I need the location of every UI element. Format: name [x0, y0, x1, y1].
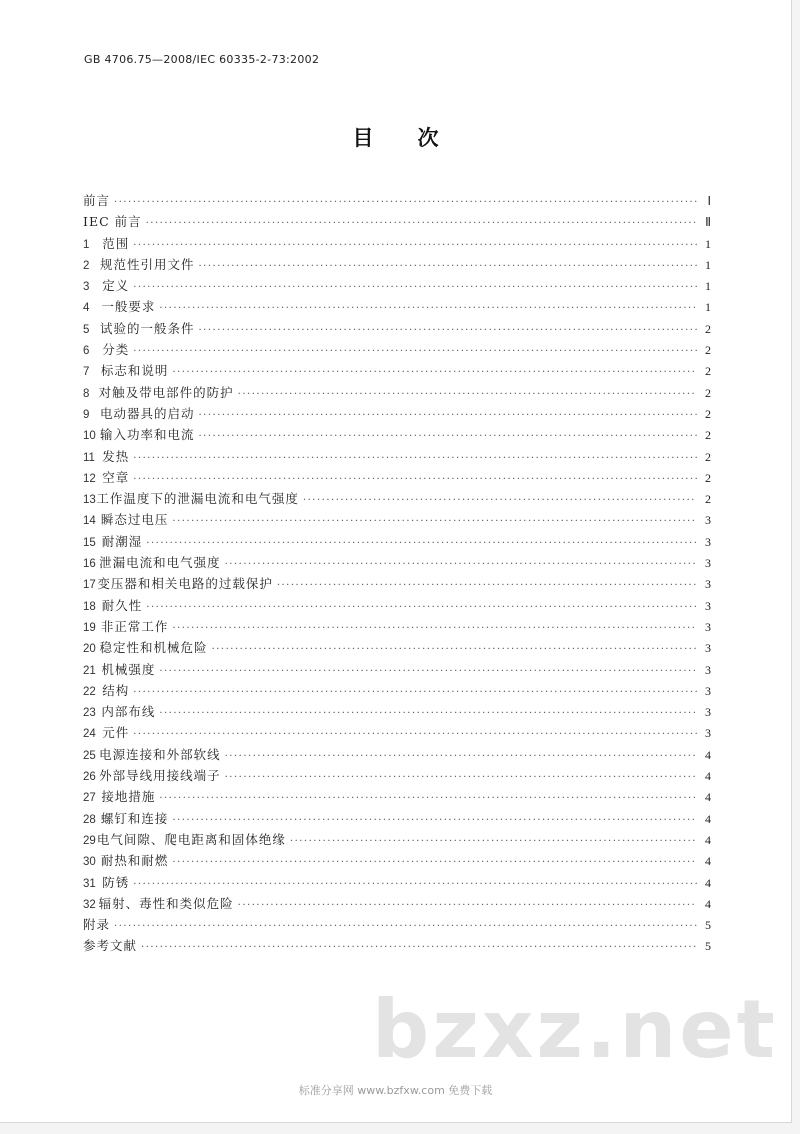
toc-entry[interactable] — [83, 914, 711, 935]
toc-leader-dots — [172, 511, 697, 530]
toc-leader-dots — [199, 320, 698, 339]
toc-leader-dots — [146, 533, 697, 552]
toc-leader-dots — [212, 639, 697, 658]
toc-entry-title: 耐久性 — [101, 597, 143, 613]
toc-entry-title: 泄漏电流和电气强度 — [99, 555, 221, 571]
toc-entry[interactable] — [83, 531, 711, 552]
toc-leader-dots — [141, 937, 697, 956]
toc-leader-dots — [133, 724, 697, 743]
toc-entry-number: 24 — [83, 728, 96, 741]
toc-entry-number: 26 — [83, 771, 96, 784]
toc-entry-page: 2 — [705, 343, 711, 358]
toc-entry-number: 20 — [83, 643, 96, 656]
toc-entry-title: 变压器和相关电路的过载保护 — [97, 576, 273, 592]
toc-entry-page: 4 — [705, 811, 711, 826]
toc-entry-page: 4 — [705, 747, 711, 762]
toc-entry[interactable] — [83, 637, 711, 658]
toc-entry[interactable] — [83, 424, 711, 445]
standard-code-header: GB 4706.75—2008/IEC 60335-2-73:2002 — [84, 53, 320, 66]
toc-entry-page: 3 — [705, 534, 711, 549]
toc-entry[interactable] — [83, 722, 711, 743]
toc-entry-title: 附录 — [83, 917, 111, 933]
toc-entry[interactable] — [83, 701, 711, 722]
toc-entry[interactable] — [83, 552, 711, 573]
toc-entry-number: 25 — [83, 749, 96, 762]
toc-leader-dots — [172, 810, 697, 829]
toc-entry-page: 2 — [705, 385, 711, 400]
toc-leader-dots — [290, 831, 697, 850]
toc-entry-page: 1 — [705, 257, 711, 272]
toc-entry-title: 稳定性和机械危险 — [99, 640, 208, 656]
toc-entry[interactable] — [83, 190, 711, 211]
toc-leader-dots — [133, 874, 697, 893]
toc-entry-number: 28 — [83, 813, 96, 826]
toc-entry-page: 2 — [705, 492, 711, 507]
toc-entry[interactable] — [83, 893, 711, 914]
toc-entry-number: 30 — [83, 856, 96, 869]
toc-entry-page: 3 — [705, 726, 711, 741]
toc-leader-dots — [159, 298, 697, 317]
toc-entry-number: 32 — [83, 898, 96, 911]
toc-entry-title: 输入功率和电流 — [99, 427, 195, 443]
toc-entry-title: 耐潮湿 — [101, 533, 143, 549]
toc-entry[interactable] — [83, 616, 711, 637]
toc-leader-dots — [225, 746, 697, 765]
toc-entry-page: 3 — [705, 641, 711, 656]
toc-entry-page: 3 — [705, 619, 711, 634]
toc-entry[interactable] — [83, 935, 711, 956]
toc-entry-title: 范围 — [102, 235, 130, 251]
toc-entry-number: 22 — [83, 685, 96, 698]
toc-leader-dots — [114, 916, 697, 935]
toc-entry-title: 一般要求 — [101, 299, 156, 315]
toc-entry-page: 4 — [705, 790, 711, 805]
toc-entry-title: 非正常工作 — [100, 618, 169, 634]
toc-entry-title: 螺钉和连接 — [100, 810, 169, 826]
toc-entry-title: 瞬态过电压 — [100, 512, 169, 528]
toc-entry[interactable] — [83, 296, 711, 317]
toc-leader-dots — [159, 661, 697, 680]
toc-leader-dots — [199, 256, 698, 275]
toc-entry-title: 元件 — [102, 725, 130, 741]
toc-entry-title: 内部布线 — [101, 704, 156, 720]
toc-entry-title: 外部导线用接线端子 — [99, 768, 221, 784]
toc-entry-title: 电源连接和外部软线 — [99, 746, 221, 762]
toc-entry-number: 15 — [83, 536, 96, 549]
toc-entry-page: 4 — [705, 854, 711, 869]
watermark-logo: bzxz.net — [372, 983, 778, 1076]
toc-entry-number: 19 — [83, 621, 96, 634]
toc-entry-number: 10 — [83, 430, 96, 443]
toc-entry[interactable] — [83, 786, 711, 807]
toc-entry[interactable] — [83, 233, 711, 254]
toc-leader-dots — [199, 426, 698, 445]
page-title: 目次 — [352, 126, 483, 150]
toc-leader-dots — [133, 469, 697, 488]
toc-entry-page: 2 — [705, 321, 711, 336]
toc-entry[interactable] — [83, 595, 711, 616]
toc-entry-number: 4 — [83, 302, 90, 315]
toc-entry[interactable] — [83, 765, 711, 786]
toc-entry[interactable] — [83, 744, 711, 765]
toc-entry-page: 4 — [705, 769, 711, 784]
toc-entry-page: Ⅱ — [705, 215, 711, 230]
toc-entry[interactable] — [83, 659, 711, 680]
toc-leader-dots — [225, 767, 697, 786]
toc-entry-number: 3 — [83, 281, 90, 294]
toc-entry-page: 3 — [705, 556, 711, 571]
toc-entry[interactable] — [83, 573, 711, 594]
toc-entry-page: 2 — [705, 364, 711, 379]
toc-entry-title: 辐射、毒性和类似危险 — [98, 895, 234, 911]
toc-entry-page: 3 — [705, 513, 711, 528]
toc-entry[interactable] — [83, 829, 711, 850]
toc-leader-dots — [146, 597, 697, 616]
toc-entry-page: 4 — [705, 896, 711, 911]
toc-entry[interactable] — [83, 275, 711, 296]
toc-entry-title: 防锈 — [102, 874, 130, 890]
toc-entry-number: 21 — [83, 664, 96, 677]
toc-leader-dots — [172, 852, 697, 871]
toc-entry-number: 17 — [83, 579, 96, 592]
toc-entry-number: 6 — [83, 345, 90, 358]
toc-entry-page: 1 — [705, 236, 711, 251]
toc-leader-dots — [114, 192, 697, 211]
toc-entry-page: 2 — [705, 428, 711, 443]
toc-entry-title: 结构 — [102, 682, 130, 698]
toc-entry-title: 分类 — [102, 342, 130, 358]
toc-entry-title: 标志和说明 — [100, 363, 169, 379]
toc-entry-page: 2 — [705, 470, 711, 485]
footer-text: 标准分享网 www.bzfxw.com 免费下载 — [298, 1084, 493, 1097]
toc-entry[interactable] — [83, 872, 711, 893]
toc-entry[interactable] — [83, 446, 711, 467]
toc-leader-dots — [172, 618, 697, 637]
toc-entry-page: 1 — [705, 300, 711, 315]
toc-leader-dots — [159, 788, 697, 807]
toc-entry-number: 8 — [83, 387, 90, 400]
toc-entry-number: 29 — [83, 834, 96, 847]
toc-entry-page: 3 — [705, 662, 711, 677]
toc-entry[interactable] — [83, 318, 711, 339]
toc-entry-title: 发热 — [102, 448, 130, 464]
toc-entry-page: 4 — [705, 875, 711, 890]
toc-entry[interactable] — [83, 467, 711, 488]
toc-entry-number: 13 — [83, 494, 96, 507]
toc-entry-number: 12 — [83, 472, 96, 485]
toc-leader-dots — [159, 703, 697, 722]
toc-entry[interactable] — [83, 808, 711, 829]
toc-entry-number: 11 — [83, 451, 95, 464]
toc-entry-page: 3 — [705, 598, 711, 613]
toc-leader-dots — [133, 277, 697, 296]
toc-entry[interactable] — [83, 488, 711, 509]
toc-entry-page: 2 — [705, 449, 711, 464]
toc-leader-dots — [277, 575, 697, 594]
toc-entry-number: 16 — [83, 558, 96, 571]
toc-entry-page: 5 — [705, 918, 711, 933]
toc-entry-title: 对触及带电部件的防护 — [98, 384, 234, 400]
toc-entry-title: 电动器具的启动 — [99, 405, 195, 421]
toc-entry[interactable] — [83, 254, 711, 275]
toc-leader-dots — [133, 682, 697, 701]
toc-entry-page: 5 — [705, 939, 711, 954]
toc-entry-number: 31 — [83, 877, 96, 890]
toc-entry[interactable] — [83, 382, 711, 403]
toc-leader-dots — [199, 405, 698, 424]
toc-entry-title: 前言 — [83, 193, 111, 208]
toc-entry[interactable] — [83, 850, 711, 871]
toc-leader-dots — [133, 341, 697, 360]
toc-entry-number: 1 — [83, 238, 90, 251]
toc-entry-title: 试验的一般条件 — [99, 320, 195, 336]
toc-leader-dots — [238, 895, 697, 914]
toc-entry-number: 23 — [83, 707, 96, 720]
toc-entry-number: 9 — [83, 408, 90, 421]
toc-leader-dots — [225, 554, 697, 573]
toc-leader-dots — [133, 235, 697, 254]
toc-entry-number: 14 — [83, 515, 96, 528]
toc-leader-dots — [238, 384, 697, 403]
toc-entry-title: 耐热和耐燃 — [100, 853, 169, 869]
toc-entry[interactable] — [83, 211, 711, 232]
toc-entry-page: 3 — [705, 577, 711, 592]
toc-entry-title: 定义 — [102, 278, 130, 294]
toc-entry-page: 2 — [705, 406, 711, 421]
toc-entry-title: 机械强度 — [101, 661, 156, 677]
toc-entry-number: 2 — [83, 259, 90, 272]
toc-entry-page: 3 — [705, 705, 711, 720]
toc-entry[interactable] — [83, 339, 711, 360]
toc-entry-title: 空章 — [102, 469, 130, 485]
toc-entry-title: 工作温度下的泄漏电流和电气强度 — [96, 491, 299, 507]
toc-entry-title: 规范性引用文件 — [99, 256, 195, 272]
toc-entry-page: 1 — [705, 279, 711, 294]
toc-entry-title: 电气间隙、爬电距离和固体绝缘 — [96, 831, 286, 847]
toc-entry[interactable] — [83, 360, 711, 381]
toc-entry[interactable] — [83, 509, 711, 530]
toc-entry-title: 接地措施 — [101, 789, 156, 805]
toc-entry-number: 7 — [83, 366, 90, 379]
toc-entry-number: 27 — [83, 792, 96, 805]
table-of-contents — [83, 190, 711, 957]
toc-entry-page: Ⅰ — [707, 194, 711, 208]
toc-entry-page: 4 — [705, 832, 711, 847]
toc-entry-title: IEC 前言 — [83, 214, 142, 230]
toc-entry[interactable] — [83, 680, 711, 701]
toc-leader-dots — [146, 213, 697, 232]
toc-entry[interactable] — [83, 403, 711, 424]
toc-entry-page: 3 — [705, 683, 711, 698]
toc-entry-title: 参考文献 — [83, 938, 138, 954]
toc-entry-number: 5 — [83, 323, 90, 336]
toc-leader-dots — [172, 362, 697, 381]
toc-leader-dots — [303, 490, 697, 509]
toc-entry-number: 18 — [83, 600, 96, 613]
toc-leader-dots — [133, 448, 697, 467]
